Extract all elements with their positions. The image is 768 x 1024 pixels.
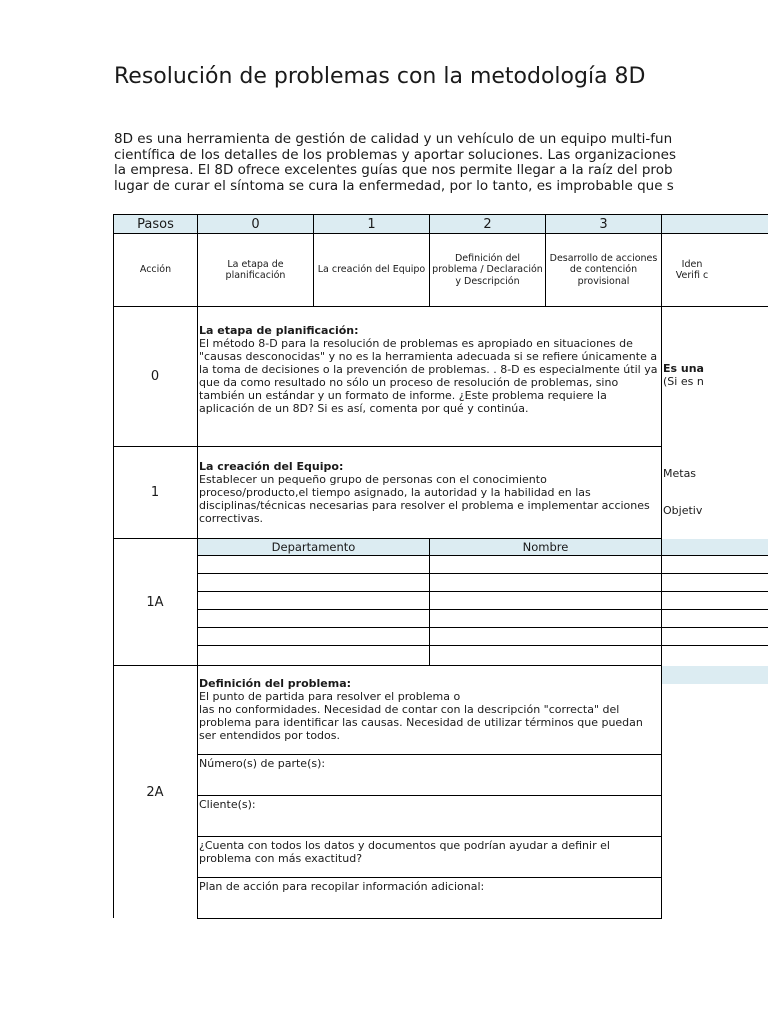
side-note: (Si es n — [663, 375, 704, 388]
team-name-cell[interactable] — [430, 646, 661, 664]
intro-line: 8D es una herramienta de gestión de calidad y un vehículo de un equipo multi-fun — [114, 131, 673, 147]
col-extra — [662, 539, 768, 555]
side-question: Es una — [663, 362, 704, 375]
step-action-0: La etapa de planificación — [225, 258, 286, 281]
problem-description: las no conformidades. Necesidad de contar con la descripción "correcta" del problema para identificar las causas. Necesidad de utilizar términos que puedan ser entendidos por todos. — [199, 703, 643, 742]
intro-line: lugar de curar el síntoma se cura la enfermedad, por lo tanto, es improbable que s — [114, 177, 674, 194]
part-numbers-label: Número(s) de parte(s): — [199, 757, 326, 770]
problem-heading: Definición del problema: — [199, 677, 352, 690]
row-label-2a: 2A — [146, 784, 164, 800]
team-department-cell[interactable] — [198, 556, 429, 573]
team-department-cell[interactable] — [198, 628, 429, 645]
col-nombre: Nombre — [430, 539, 661, 555]
step-action-3: Desarrollo de acciones de contención provisional — [549, 252, 658, 287]
team-department-cell[interactable] — [198, 610, 429, 627]
client-field[interactable] — [199, 798, 659, 835]
page-title: Resolución de problemas con la metodología 8D — [114, 64, 646, 89]
team-department-cell[interactable] — [198, 592, 429, 609]
team-name-cell[interactable] — [430, 628, 661, 645]
side-objetivos: Objetiv — [663, 504, 703, 517]
team-name-cell[interactable] — [430, 610, 661, 627]
step-number-0: 0 — [198, 215, 313, 233]
planning-step-text — [199, 324, 659, 415]
col-departamento: Departamento — [198, 539, 429, 555]
team-name-cell[interactable] — [430, 574, 661, 591]
step-number-2: 2 — [430, 215, 545, 233]
planning-heading: La etapa de planificación: — [199, 324, 359, 337]
row-label-0: 0 — [150, 369, 160, 384]
pasos-label: Pasos — [114, 215, 197, 233]
planning-description: El método 8-D para la resolución de problemas es apropiado en situaciones de "causas desconocidas" y no es la herramienta adecuada si se refiere únicamente a la toma de decisiones o la prevención de problemas. . 8-D es especialmente útil ya que da como resultado no sólo un proceso de resolución de problemas, sino también un estándar y un formato de informe. ¿Este problema requiere la aplicación de un 8D? Si es así, comenta por qué y continúa. — [199, 337, 658, 415]
side-metas: Metas — [663, 467, 697, 480]
team-description: Establecer un pequeño grupo de personas con el conocimiento proceso/producto,el tiempo asignado, la autoridad y la habilidad en las disciplinas/técnicas necesarias para resolver el problema e implementar acciones correctivas. — [199, 473, 650, 525]
intro-line: la empresa. El 8D ofrece excelentes guías que nos permite llegar a la raíz del prob — [114, 162, 673, 178]
team-department-cell[interactable] — [198, 646, 429, 664]
problem-definition-text — [199, 677, 659, 742]
client-label: Cliente(s): — [199, 798, 256, 811]
col-extra-2 — [662, 666, 768, 684]
intro-paragraph — [114, 132, 676, 194]
accion-label: Acción — [139, 264, 172, 276]
row-label-1a: 1A — [146, 594, 164, 610]
step-number-1: 1 — [314, 215, 429, 233]
intro-line: científica de los detalles de los problemas y aportar soluciones. Las organizaciones — [114, 146, 676, 163]
problem-description-line1: El punto de partida para resolver el problema o — [199, 690, 461, 703]
action-plan-label: Plan de acción para recopilar información adicional: — [199, 880, 485, 893]
step-action-1: La creación del Equipo — [317, 264, 426, 276]
team-name-cell[interactable] — [430, 592, 661, 609]
step-number-4 — [662, 215, 768, 233]
team-heading: La creación del Equipo: — [199, 460, 344, 473]
data-documents-label: ¿Cuenta con todos los datos y documentos que podrían ayudar a definir el problema con más exactitud? — [199, 839, 610, 865]
data-documents-field[interactable] — [199, 839, 659, 876]
step-action-4: Iden Verifi c — [675, 258, 709, 281]
step-action-2: Definición del problema / Declaración y Descripción — [432, 252, 543, 287]
team-step-text — [199, 460, 659, 525]
part-numbers-field[interactable] — [199, 757, 659, 794]
team-name-cell[interactable] — [430, 556, 661, 573]
action-plan-field[interactable] — [199, 880, 659, 917]
team-department-cell[interactable] — [198, 574, 429, 591]
row-label-1: 1 — [150, 485, 160, 500]
step-number-3: 3 — [546, 215, 661, 233]
